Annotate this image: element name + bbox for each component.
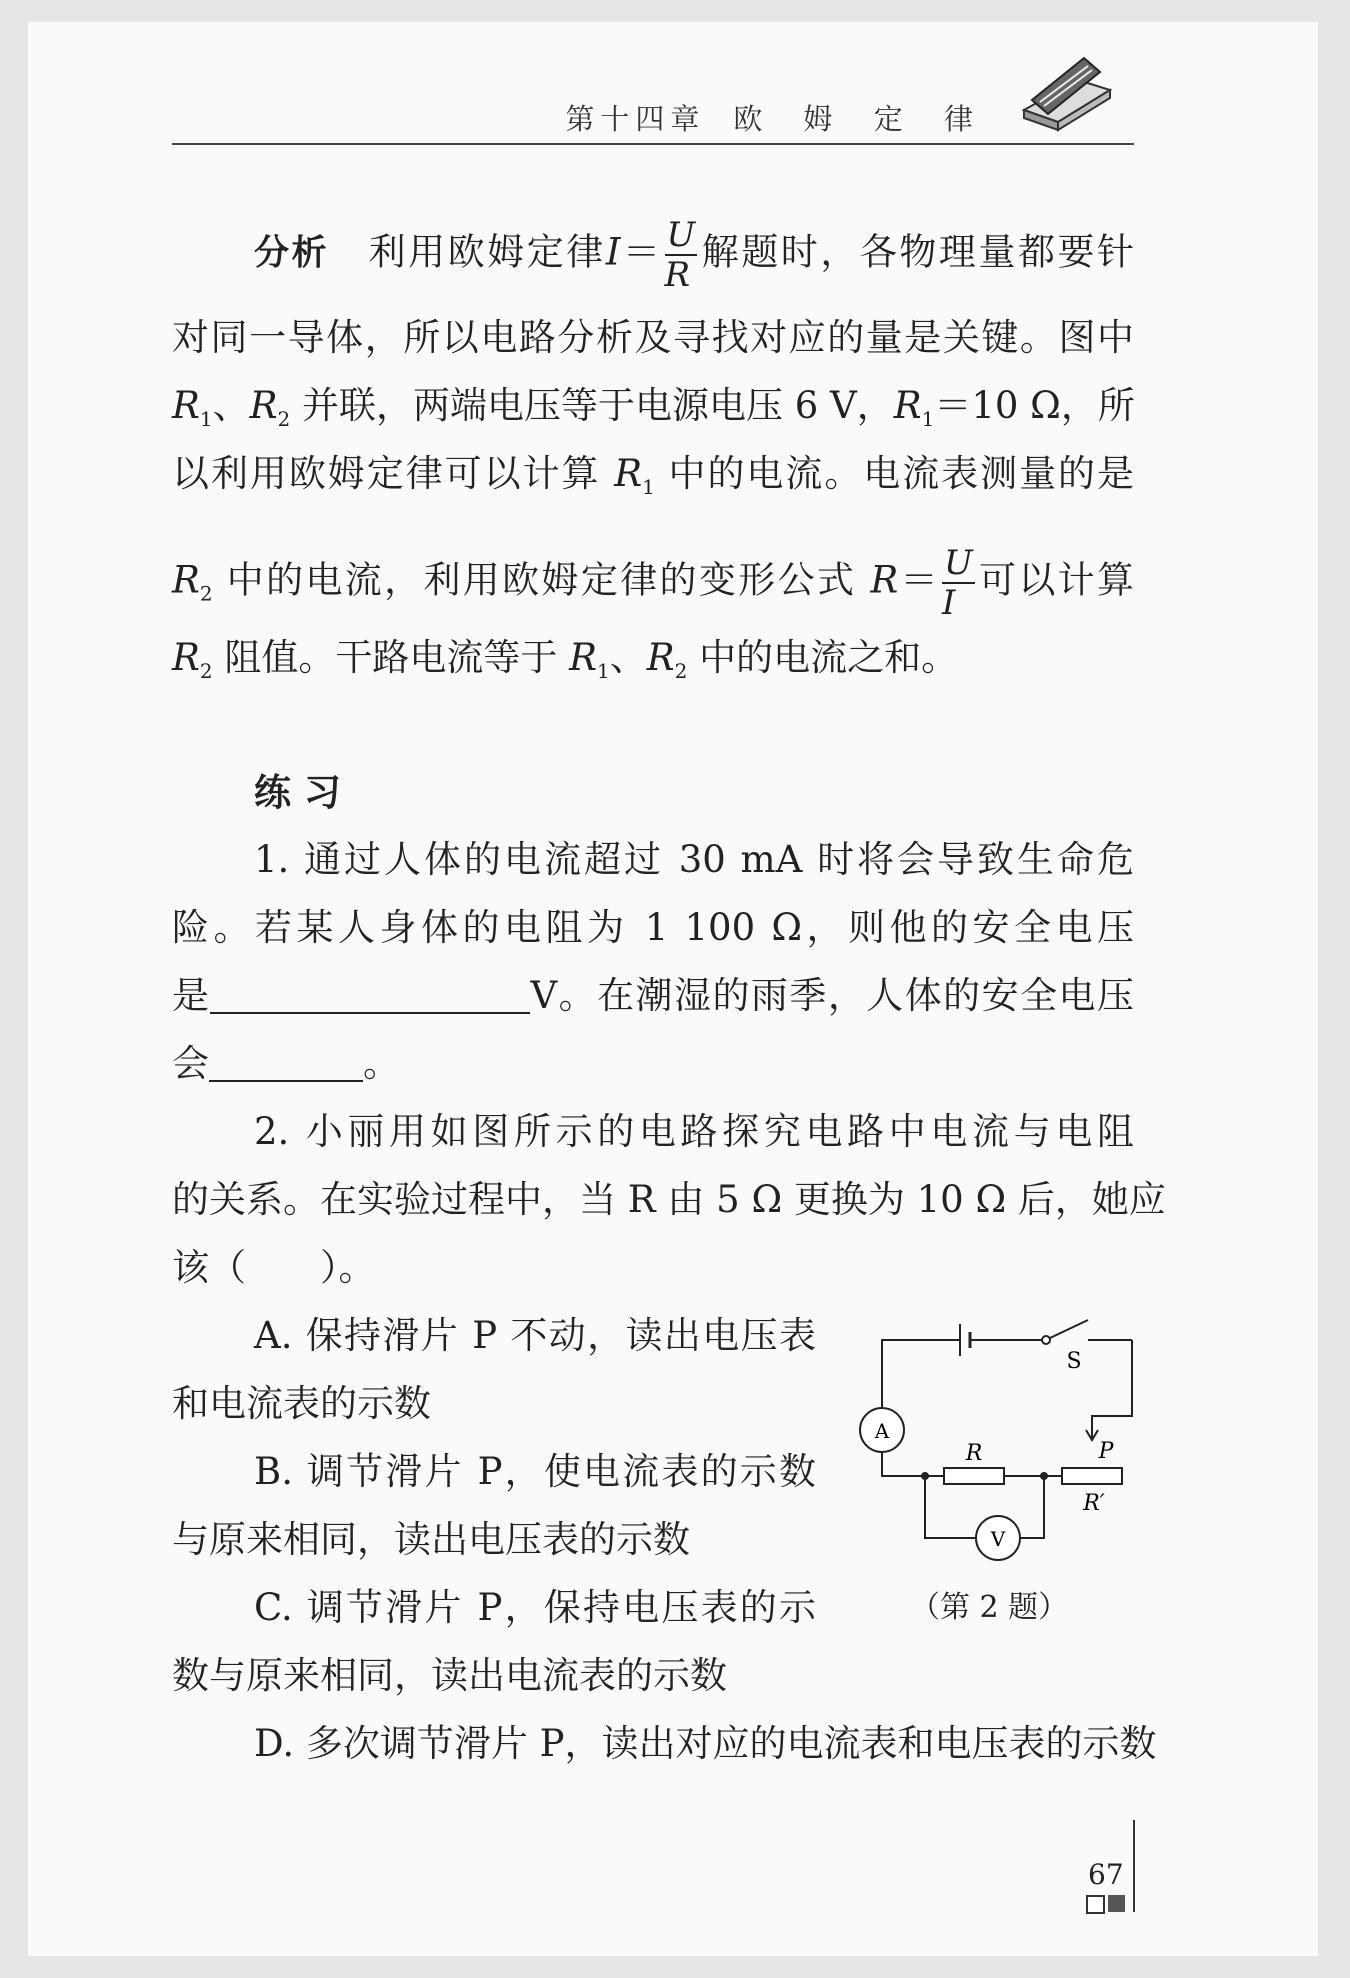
rheostat-label: R′ [1083,1491,1105,1516]
switch-pivot [1042,1336,1050,1344]
page-marker-empty [1086,1895,1105,1914]
resistor-label: R [965,1441,983,1466]
voltmeter-label: V [990,1527,1006,1551]
analysis-line-6: $R_2$ 阻值。干路电流等于 $R_1$、$R_2$ 中的电流之和。 [172,636,959,683]
wire-voltmeter-right [1020,1476,1044,1538]
q1-line-4 [172,1042,1134,1086]
q1-line-1: 1. 通过人体的电流超过 30 mA 时将会导致生命危 [254,838,1134,881]
option-b-line-2: 与原来相同，读出电压表的示数 [172,1518,690,1561]
option-c-line-1[interactable]: C. 调节滑片 P，保持电压表的示 [254,1586,816,1629]
answer-blank-1[interactable] [210,978,530,1014]
running-header [172,95,1134,145]
text: 解题时，各物理量都要针 [699,230,1135,274]
analysis-label: 分析 [254,233,330,274]
page-marker-filled [1108,1895,1125,1912]
page-number-rule [1133,1820,1135,1912]
book-icon [1018,50,1114,132]
text: 中的电流之和。 [699,636,959,679]
text: 阻值。干路电流等于 [224,636,558,679]
slider-label: P [1098,1439,1114,1464]
option-d-line[interactable]: D. 多次调节滑片 P，读出对应的电流表和电压表的示数 [254,1722,1157,1765]
text: 中的电流。电流表测量的是 [668,452,1134,495]
text: 。 [363,1042,400,1085]
option-a-line-1[interactable]: A. 保持滑片 P 不动，读出电压表 [254,1314,816,1357]
analysis-line-2: 对同一导体，所以电路分析及寻找对应的量是关键。图中 [172,316,1134,359]
junction-left [921,1472,929,1480]
text: 中的电流，利用欧姆定律的变形公式 [226,558,857,602]
chapter-name: 欧 姆 定 律 [733,102,989,136]
option-c-line-2: 数与原来相同，读出电流表的示数 [172,1654,727,1697]
fraction-U-over-R: $\frac{U}{R}$ [664,215,696,295]
resistor-R [944,1468,1004,1484]
wire-right [1092,1340,1132,1438]
text: 并联，两端电压等于电源电压 6 V， [301,384,894,427]
text: V。在潮湿的雨季，人体的安全电压 [530,974,1134,1017]
q1-line-2: 险。若某人身体的电阻为 1 100 Ω，则他的安全电压 [172,906,1134,949]
page-number: 67 [1088,1858,1124,1891]
chapter-title [565,97,989,138]
text: ＝10 Ω，所 [934,384,1135,427]
option-b-line-1[interactable]: B. 调节滑片 P，使电流表的示数 [254,1450,816,1493]
rheostat [1062,1468,1122,1484]
chapter-number: 第十四章 [565,102,706,136]
analysis-line-1: 分析 利用欧姆定律I＝ $\frac{U}{R}$ 解题时，各物理量都要针 [254,215,1135,295]
q1-line-3 [172,974,1134,1018]
text: 利用欧姆定律 [368,230,606,274]
q2-line-2: 的关系。在实验过程中，当 R 由 5 Ω 更换为 10 Ω 后，她应 [172,1178,1166,1221]
wire-voltmeter-left [925,1476,976,1538]
text: 以利用欧姆定律可以计算 [172,452,601,495]
option-a-line-2: 和电流表的示数 [172,1382,431,1425]
analysis-line-3: $R_1$、$R_2$ 并联，两端电压等于电源电压 6 V，$R_1=10$ Ω，所 [172,384,1135,431]
text: 会 [172,1042,209,1085]
analysis-line-5: $R_2$ 中的电流，利用欧姆定律的变形公式 R＝ $\frac{U}{I}$ 可以计算 [172,543,1135,623]
exercise-title: 练 习 [254,771,341,814]
figure-caption: （第 2 题） [910,1590,1069,1625]
analysis-line-4: 以利用欧姆定律可以计算 $R_1$ 中的电流。电流表测量的是 [172,452,1134,499]
text: 是 [172,974,211,1017]
circuit-diagram [850,1310,1140,1580]
switch-label: S [1066,1349,1082,1374]
q2-line-1: 2. 小丽用如图所示的电路探究电路中电流与电阻 [254,1110,1134,1153]
ammeter-label: A [874,1419,890,1443]
fraction-U-over-I: $\frac{U}{I}$ [941,543,973,623]
formula-I: I [605,230,621,274]
q2-line-3: 该（ ）。 [172,1246,376,1289]
wire-top-left [882,1340,960,1408]
text: 可以计算 [976,558,1135,602]
switch-lever [1050,1320,1088,1338]
answer-blank-2[interactable] [209,1046,363,1082]
junction-right [1040,1472,1048,1480]
